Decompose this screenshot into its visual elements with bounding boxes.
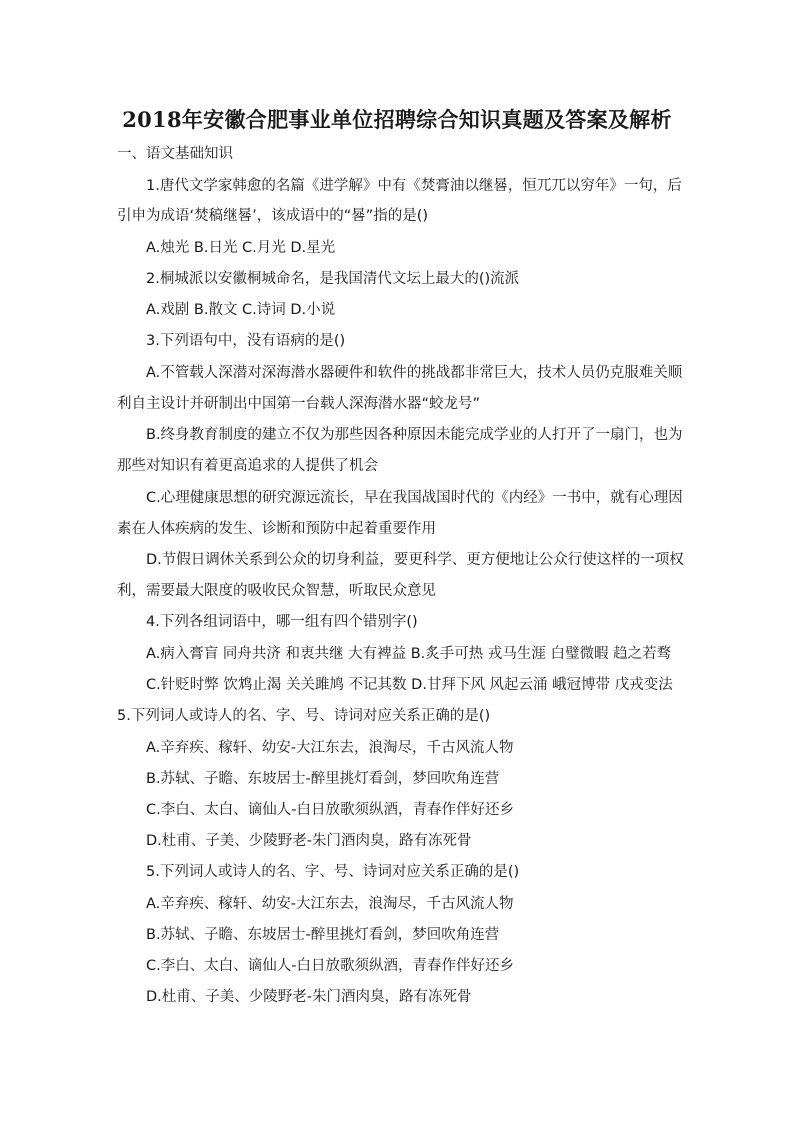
section-heading: 一、语文基础知识 [117, 146, 233, 162]
question-1-options: A.烛光 B.日光 C.月光 D.星光 [146, 240, 336, 256]
question-3-option-a-line-2: 利自主设计并研制出中国第一台载人深海潜水器“蛟龙号” [117, 396, 481, 412]
question-5-repeat-option-d: D.杜甫、子美、少陵野老-朱门酒肉臭，路有冻死骨 [146, 989, 472, 1005]
question-5-option-b: B.苏轼、子瞻、东坡居士-醉里挑灯看剑，梦回吹角连营 [146, 771, 500, 787]
question-3-option-c-line-2: 素在人体疾病的发生、诊断和预防中起着重要作用 [117, 521, 436, 537]
question-3-option-d-line-2: 利，需要最大限度的吸收民众智慧，听取民众意见 [117, 583, 436, 599]
question-5-repeat-option-c: C.李白、太白、谪仙人-白日放歌须纵酒，青春作伴好还乡 [146, 958, 514, 974]
question-5: 5.下列词人或诗人的名、字、号、诗词对应关系正确的是() [117, 708, 491, 724]
document-title: 2018年安徽合肥事业单位招聘综合知识真题及答案及解析 [122, 107, 672, 132]
question-4: 4.下列各组词语中，哪一组有四个错别字() [146, 614, 418, 630]
question-4-options-ab: A.病入膏盲 同舟共济 和衷共继 大有裨益 B.炙手可热 戎马生涯 白璧微暇 趋之若骛 [146, 646, 672, 662]
question-1-line-1: 1.唐代文学家韩愈的名篇《进学解》中有《焚膏油以继晷，恒兀兀以穷年》一句，后 [146, 178, 682, 194]
question-3-option-b-line-2: 那些对知识有着更高追求的人提供了机会 [117, 458, 378, 474]
question-5-repeat: 5.下列词人或诗人的名、字、号、诗词对应关系正确的是() [146, 864, 520, 880]
question-5-repeat-option-b: B.苏轼、子瞻、东坡居士-醉里挑灯看剑，梦回吹角连营 [146, 927, 500, 943]
question-3-option-b-line-1: B.终身教育制度的建立不仅为那些因各种原因未能完成学业的人打开了一扇门，也为 [146, 427, 683, 443]
question-3-option-c-line-1: C.心理健康思想的研究源远流长，早在我国战国时代的《内经》一书中，就有心理因 [146, 490, 683, 506]
question-5-repeat-option-a: A.辛弃疾、稼轩、幼安-大江东去，浪淘尽，千古风流人物 [146, 896, 514, 912]
question-1-line-2: 引申为成语‘焚稿继晷’，该成语中的“晷”指的是() [117, 208, 429, 224]
question-5-option-c: C.李白、太白、谪仙人-白日放歌须纵酒，青春作伴好还乡 [146, 802, 514, 818]
question-2-options: A.戏剧 B.散文 C.诗词 D.小说 [146, 302, 336, 318]
question-3-option-a-line-1: A.不管载人深潜对深海潜水器硬件和软件的挑战都非常巨大，技术人员仍克服难关顺 [146, 365, 683, 381]
question-5-option-d: D.杜甫、子美、少陵野老-朱门酒肉臭，路有冻死骨 [146, 833, 472, 849]
question-5-option-a: A.辛弃疾、稼轩、幼安-大江东去，浪淘尽，千古风流人物 [146, 740, 514, 756]
question-3: 3.下列语句中，没有语病的是() [146, 333, 346, 349]
question-3-option-d-line-1: D.节假日调休关系到公众的切身利益，要更科学、更方便地让公众行使这样的一项权 [146, 552, 684, 568]
question-2: 2.桐城派以安徽桐城命名，是我国清代文坛上最大的()流派 [146, 271, 520, 287]
question-4-options-cd: C.针贬时弊 饮鸩止渴 关关雎鸠 不记其数 D.甘拜下风 风起云涌 峨冠博带 戊戎变法 [146, 677, 673, 693]
